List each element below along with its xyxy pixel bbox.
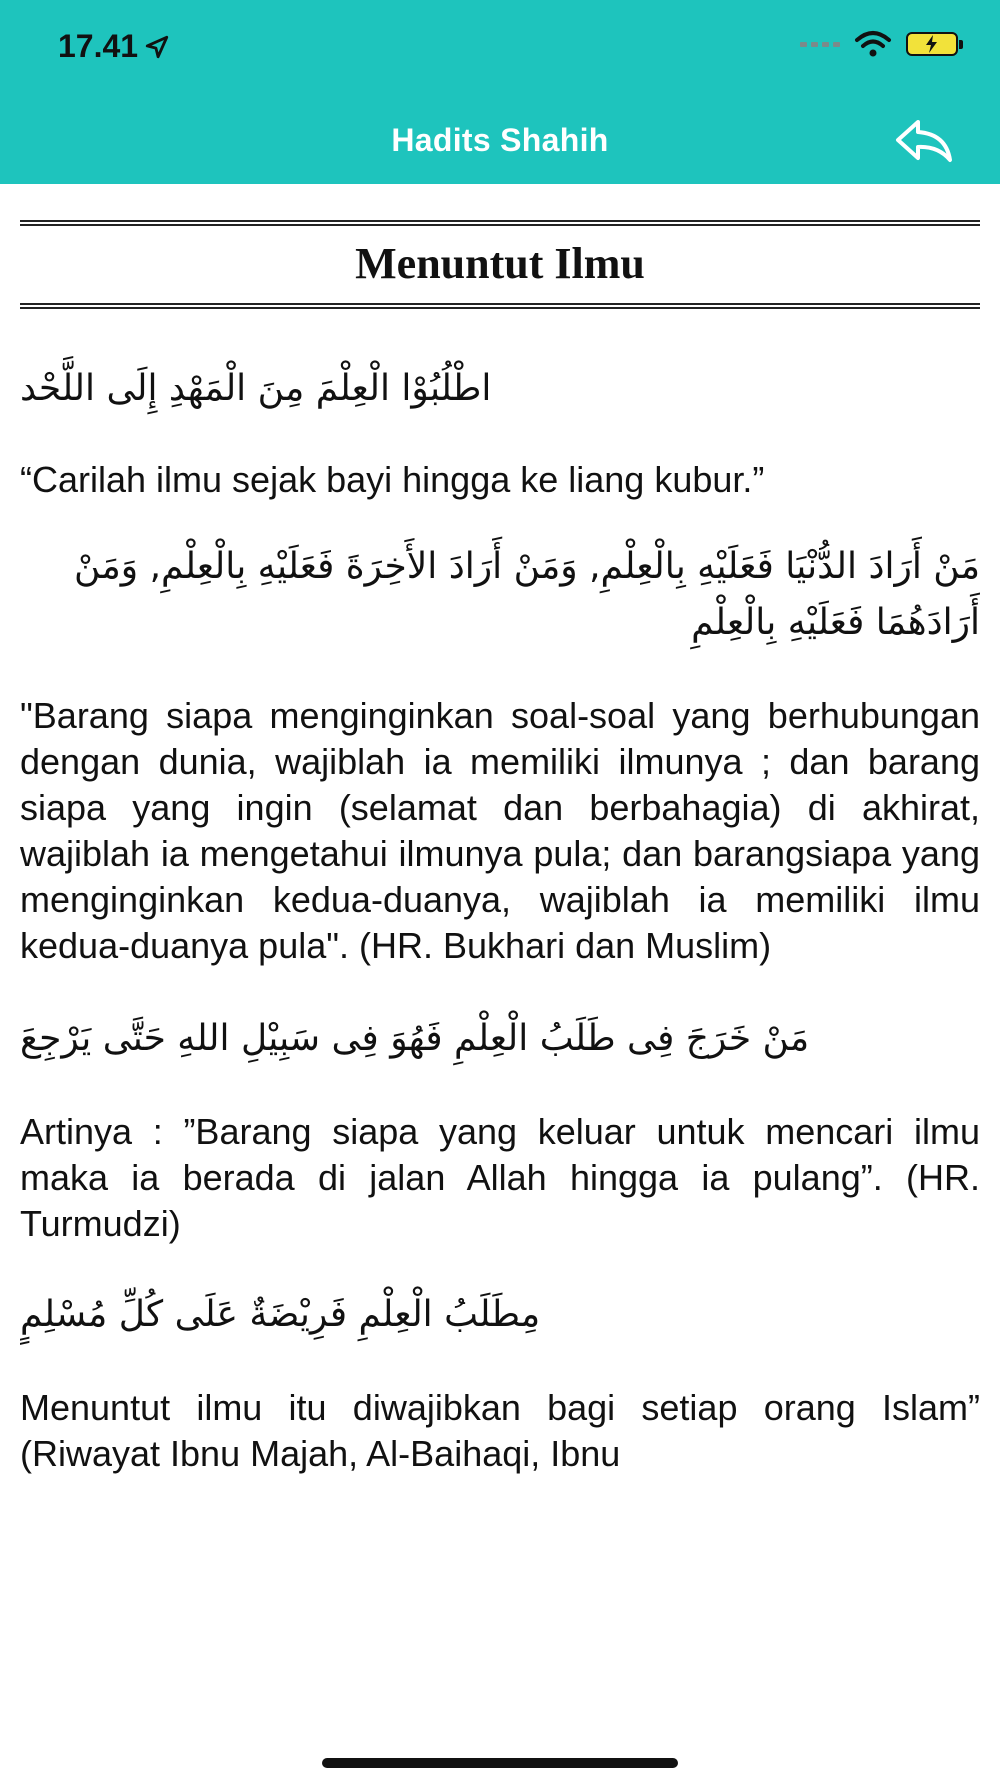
back-button[interactable] <box>894 116 954 166</box>
status-time-text: 17.41 <box>58 28 139 64</box>
battery-charging-icon <box>906 32 958 56</box>
translation-text-1: “Carilah ilmu sejak bayi hingga ke liang kubur.” <box>20 459 765 500</box>
reply-arrow-icon <box>894 116 954 166</box>
translation-text-3: Artinya : ”Barang siapa yang keluar untuk mencari ilmu maka ia berada di jalan Allah hingga ia pulang”. (HR. Turmudzi) <box>20 1111 980 1244</box>
arabic-text-1: اطْلُبُوْا الْعِلْمَ مِنَ الْمَهْدِ إِلَى اللَّحْد <box>20 368 492 409</box>
title-rule-top <box>20 220 980 226</box>
nav-title: Hadits Shahih <box>391 122 609 158</box>
arabic-text-4: مِطَلَبُ الْعِلْمِ فَرِيْضَةٌ عَلَى كُلِّ مُسْلِمٍ <box>20 1294 541 1335</box>
location-arrow-icon <box>144 34 170 60</box>
navigation-bar <box>0 100 1000 184</box>
home-indicator[interactable] <box>322 1758 678 1768</box>
translation-text-2: "Barang siapa menginginkan soal-soal yang berhubungan dengan dunia, wajiblah ia memiliki ilmunya ; dan barang siapa yang ingin (selamat dan berbahagia) di akhirat, wajiblah ia mengetahui ilmunya pula; dan barangsiapa yang menginginkan kedua-duanya, wajiblah ia memiliki ilmu kedua-duanya pula". (HR. Bukhari dan Muslim) <box>20 695 980 966</box>
article-content[interactable] <box>20 184 980 1604</box>
wifi-icon <box>854 30 892 58</box>
title-rule-bottom <box>20 303 980 309</box>
translation-text-4: Menuntut ilmu itu diwajibkan bagi setiap orang Islam” (Riwayat Ibnu Majah, Al-Baihaqi, Ibnu <box>20 1387 980 1474</box>
page-title: Menuntut Ilmu <box>355 239 645 288</box>
status-indicators <box>800 30 958 58</box>
arabic-text-3: مَنْ خَرَجَ فِى طَلَبُ الْعِلْمِ فَهُوَ فِى سَبِيْلِ اللهِ حَتَّى يَرْجِعَ <box>20 1018 810 1059</box>
cellular-signal-icon <box>800 42 840 47</box>
arabic-text-2: مَنْ أَرَادَ الدُّنْيَا فَعَلَيْهِ بِالْعِلْمِ, وَمَنْ أَرَادَ الأَخِرَةَ فَعَلَيْهِ بِالْعِلْمِ, وَمَنْ أَرَادَهُمَا فَعَلَيْهِ بِالْعِلْمِ <box>74 546 980 643</box>
status-bar <box>0 0 1000 100</box>
status-time <box>58 28 170 65</box>
